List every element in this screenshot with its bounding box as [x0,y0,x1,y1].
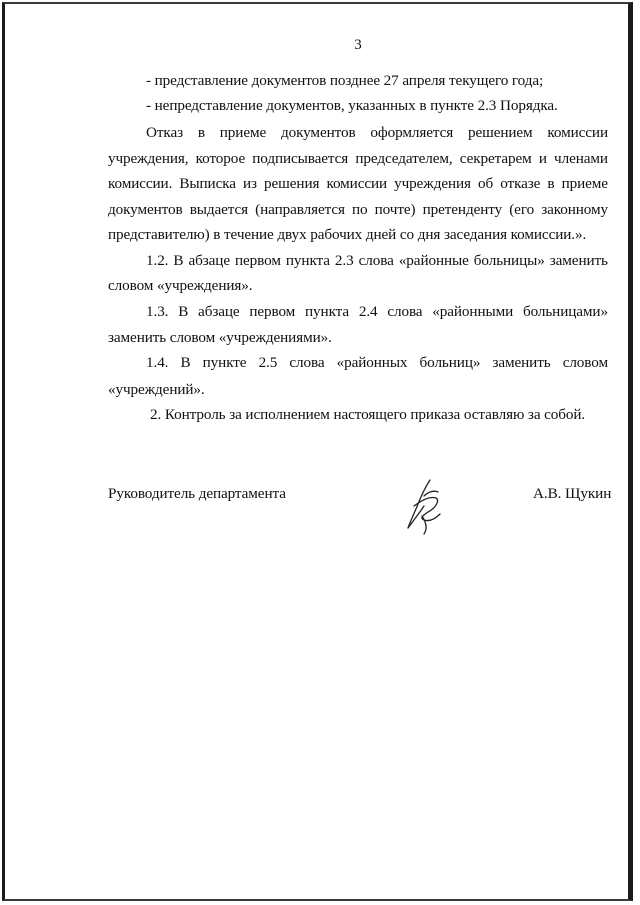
paragraph-line [146,123,608,143]
word: (его [509,201,535,218]
word: «районных [336,354,408,371]
word: 1.3. [146,303,169,320]
signatory-position: Руководитель департамента [108,485,286,502]
paragraph-line [108,149,608,169]
word: комиссии [326,175,388,192]
word: почте) [374,201,416,218]
word: 1.2. [146,252,169,269]
word: претенденту [422,201,503,218]
page-number: 3 [354,37,362,53]
word: заменить [492,354,551,371]
word: членами [554,150,608,167]
paragraph-line: представителю) в течение двух рабочих дней со дня заседания комиссии.». [108,226,587,243]
word: больницы» [473,252,545,269]
word: слова [358,252,394,269]
word: документов [108,201,183,218]
word: об [478,175,494,192]
word: законному [541,201,608,218]
word: «районными [432,303,514,320]
word: решением [467,124,533,141]
word: первом [249,303,296,320]
word: подписывается [252,150,349,167]
paragraph-line: словом «учреждения». [108,277,253,294]
word: в [197,124,205,141]
word: слова [289,354,325,371]
word: выдается [189,201,249,218]
paragraph-line [108,174,608,194]
word: в [547,175,555,192]
word: заменить [549,252,608,269]
word: 2.3 [334,252,354,269]
word: абзаце [198,303,240,320]
word: секретарем [459,150,532,167]
word: больниц» [419,354,481,371]
word: документов [280,124,356,141]
word: 1.4. [146,354,169,371]
word: 2.5 [258,354,278,371]
paragraph-line [146,251,608,271]
word: комиссии [547,124,608,141]
word: В [173,252,184,269]
paragraph-line [108,200,608,220]
word: из [243,175,257,192]
word: решения [264,175,320,192]
paragraph-line: «учреждений». [108,381,205,398]
word: (направляется [255,201,345,218]
word: больницами» [522,303,608,320]
word: пункте [202,354,247,371]
word: пункта [305,303,350,320]
word: Отказ [146,124,183,141]
word: председателем, [355,150,453,167]
word: которое [195,150,246,167]
list-item: - представление документов позднее 27 апреля текущего года; [146,72,544,89]
word: В [180,354,191,371]
word: приеме [561,175,608,192]
word: абзаце [188,252,230,269]
paragraph-line [146,353,608,373]
paragraph-line [146,302,608,322]
word: 2.4 [358,303,378,320]
word: комиссии. [108,175,173,192]
paragraph-line: 2. Контроль за исполнением настоящего приказа оставляю за собой. [150,406,586,423]
word: приеме [219,124,267,141]
list-item: - непредставление документов, указанных в пункте 2.3 Порядка. [146,97,558,114]
word: и [538,150,547,167]
handwritten-signature [400,476,448,536]
signatory-name: А.В. Щукин [533,485,612,502]
word: первом [235,252,281,269]
word: учреждения, [108,150,189,167]
word: словом [562,354,608,371]
word: оформляется [370,124,454,141]
paragraph-line: заменить словом «учреждениями». [108,329,332,346]
word: Выписка [179,175,236,192]
word: отказе [500,175,541,192]
word: В [178,303,189,320]
word: пункта [285,252,330,269]
word: по [352,201,368,218]
word: слова [387,303,423,320]
word: учреждения [394,175,471,192]
word: «районные [398,252,469,269]
